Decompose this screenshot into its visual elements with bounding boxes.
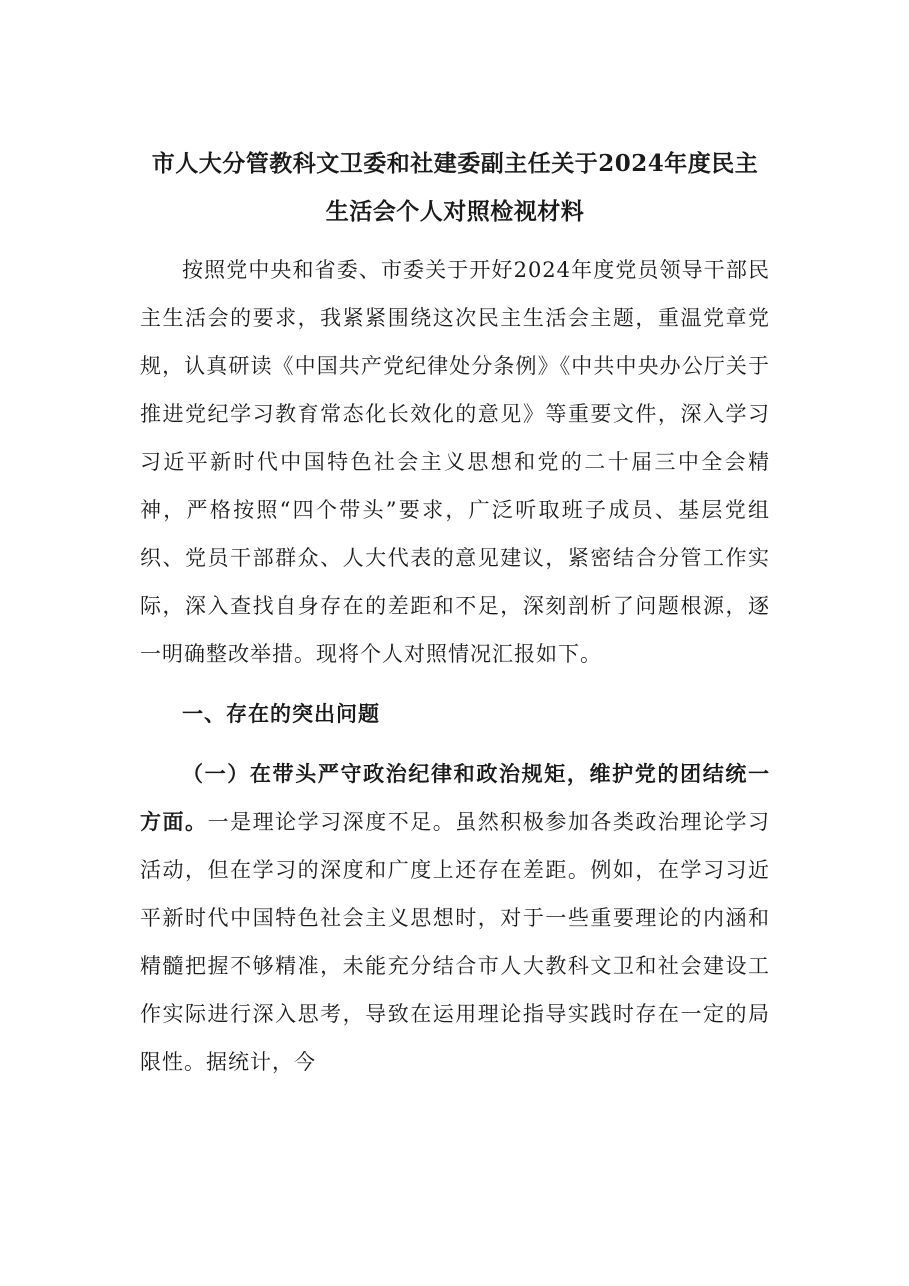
section-1-1-body: 一是理论学习深度不足。虽然积极参加各类政治理论学习活动，但在学习的深度和广度上还存在差距。例如，在学习习近平新时代中国特色社会主义思想时，对于一些重要理论的内涵和精髓把握不够精准，未能充分结合市人大教科文卫和社会建设工作实际进行深入思考，导致在运用理论指导实践时存在一定的局限性。据统计，今 — [140, 810, 771, 1074]
section-1-1-paragraph — [140, 750, 770, 1086]
document-title — [140, 140, 770, 236]
section-1-1-lead: （一）在带头严守政治纪律和政治规矩，维护党的团结统一方面。 — [140, 761, 770, 834]
intro-paragraph: 按照党中央和省委、市委关于开好2024年度党员领导干部民主生活会的要求，我紧紧围绕这次民主生活会主题，重温党章党规，认真研读《中国共产党纪律处分条例》《中共中央办公厅关于推进党纪学习教育常态化长效化的意见》等重要文件，深入学习习近平新时代中国特色社会主义思想和党的二十届三中全会精神，严格按照“四个带头”要求，广泛听取班子成员、基层党组织、党员干部群众、人大代表的意见建议，紧密结合分管工作实际，深入查找自身存在的差距和不足，深刻剖析了问题根源，逐一明确整改举措。现将个人对照情况汇报如下。 — [140, 258, 770, 666]
document-page — [140, 140, 770, 1086]
section-heading-1: 一、存在的突出问题 — [182, 701, 380, 726]
title-line-2: 生活会个人对照检视材料 — [325, 198, 585, 225]
title-line-1: 市人大分管教科文卫委和社建委副主任关于2024年度民主 — [151, 150, 759, 177]
